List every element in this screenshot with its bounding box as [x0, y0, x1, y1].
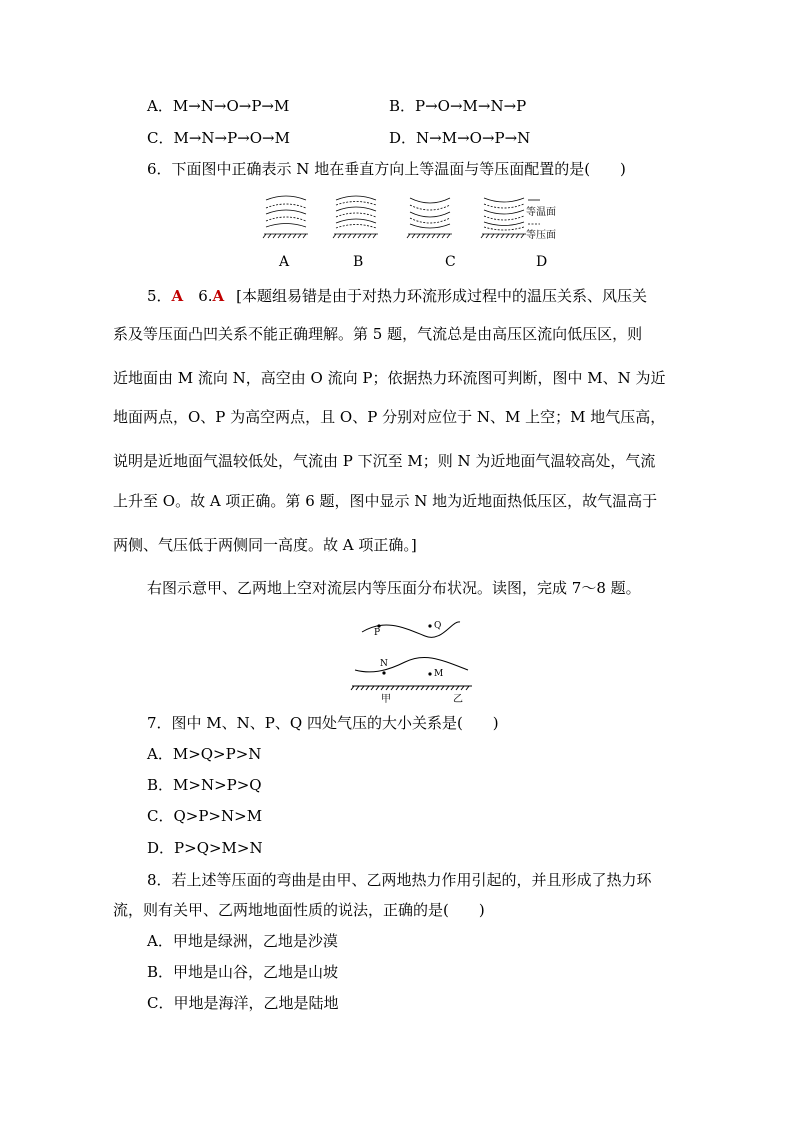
intro-text: 右图示意甲、乙两地上空对流层内等压面分布状况。读图，完成 7～8 题。 — [147, 579, 641, 597]
isotherm-isobar-figures — [258, 190, 568, 248]
answer-prefix: 5． — [147, 287, 172, 305]
q6-stem: 6．下面图中正确表示 N 地在垂直方向上等温面与等压面配置的是( ) — [147, 160, 626, 178]
point-m-label: M — [434, 669, 444, 679]
figure-a — [263, 196, 308, 238]
q8-option-a: A．甲地是绿洲，乙地是沙漠 — [147, 932, 338, 950]
figure-label-d: D — [536, 254, 548, 270]
legend-isobar: 等压面 — [526, 230, 556, 241]
q5-option-b: B．P→O→M→N→P — [389, 97, 527, 115]
figure-b — [333, 196, 378, 238]
figure-label-b: B — [353, 254, 364, 270]
point-m-dot — [428, 672, 431, 675]
answer-mid: 6. — [183, 287, 213, 305]
point-n-label: N — [380, 659, 388, 669]
q7-stem: 7．图中 M、N、P、Q 四处气压的大小关系是( ) — [147, 714, 499, 732]
q7-option-a: A．M>Q>P>N — [147, 745, 262, 763]
q5-option-c: C．M→N→P→O→M — [147, 129, 290, 147]
answer-5: A — [171, 287, 184, 305]
answer-line-4: 说明是近地面气温较低处，气流由 P 下沉至 M；则 N 为近地面气温较高处，气流 — [113, 452, 656, 470]
ground-jia-label: 甲 — [381, 694, 391, 705]
figure-label-a: A — [279, 254, 290, 270]
q8-option-b: B．甲地是山谷，乙地是山坡 — [147, 963, 339, 981]
answer-line-2: 近地面由 M 流向 N，高空由 O 流向 P；依据热力环流图可判断，图中 M、N 为近 — [113, 369, 666, 387]
q7-option-b: B．M>N>P>Q — [147, 776, 262, 794]
answer-line-0: [本题组易错是由于对热力环流形成过程中的温压关系、风压关 — [236, 287, 647, 305]
answer-6: A — [212, 287, 225, 305]
figure-c — [407, 198, 452, 238]
q5-option-a: A．M→N→O→P→M — [147, 97, 290, 115]
answer-line-1: 系及等压面凸凹关系不能正确理解。第 5 题，气流总是由高压区流向低压区，则 — [113, 325, 643, 343]
figure-label-c: C — [445, 254, 456, 270]
isobar-figure — [350, 612, 475, 702]
q8-stem-line-1: 8．若上述等压面的弯曲是由甲、乙两地热力作用引起的，并且形成了热力环 — [147, 871, 652, 889]
figure-d — [481, 198, 526, 238]
q8-option-c: C．甲地是海洋，乙地是陆地 — [147, 994, 339, 1012]
ground-yi-label: 乙 — [453, 694, 463, 705]
q8-stem-line-2: 流，则有关甲、乙两地地面性质的说法，正确的是( ) — [113, 901, 485, 919]
point-n-dot — [382, 671, 385, 674]
answer-line-6: 两侧、气压低于两侧同一高度。故 A 项正确。] — [113, 536, 417, 554]
q7-option-d: D．P>Q>M>N — [147, 839, 263, 857]
answer-first-line — [147, 286, 647, 306]
q7-option-c: C．Q>P>N>M — [147, 807, 263, 825]
point-p-label: P — [374, 628, 381, 638]
legend-isotherm: 等温面 — [526, 207, 556, 218]
point-q-dot — [428, 624, 431, 627]
answer-line-5: 上升至 O。故 A 项正确。第 6 题，图中显示 N 地为近地面热低压区，故气温高于 — [113, 492, 658, 510]
q5-option-d: D．N→M→O→P→N — [389, 129, 531, 147]
answer-line-3: 地面两点，O、P 为高空两点，且 O、P 分别对应位于 N、M 上空；M 地气压高， — [113, 408, 666, 426]
point-q-label: Q — [434, 621, 442, 631]
